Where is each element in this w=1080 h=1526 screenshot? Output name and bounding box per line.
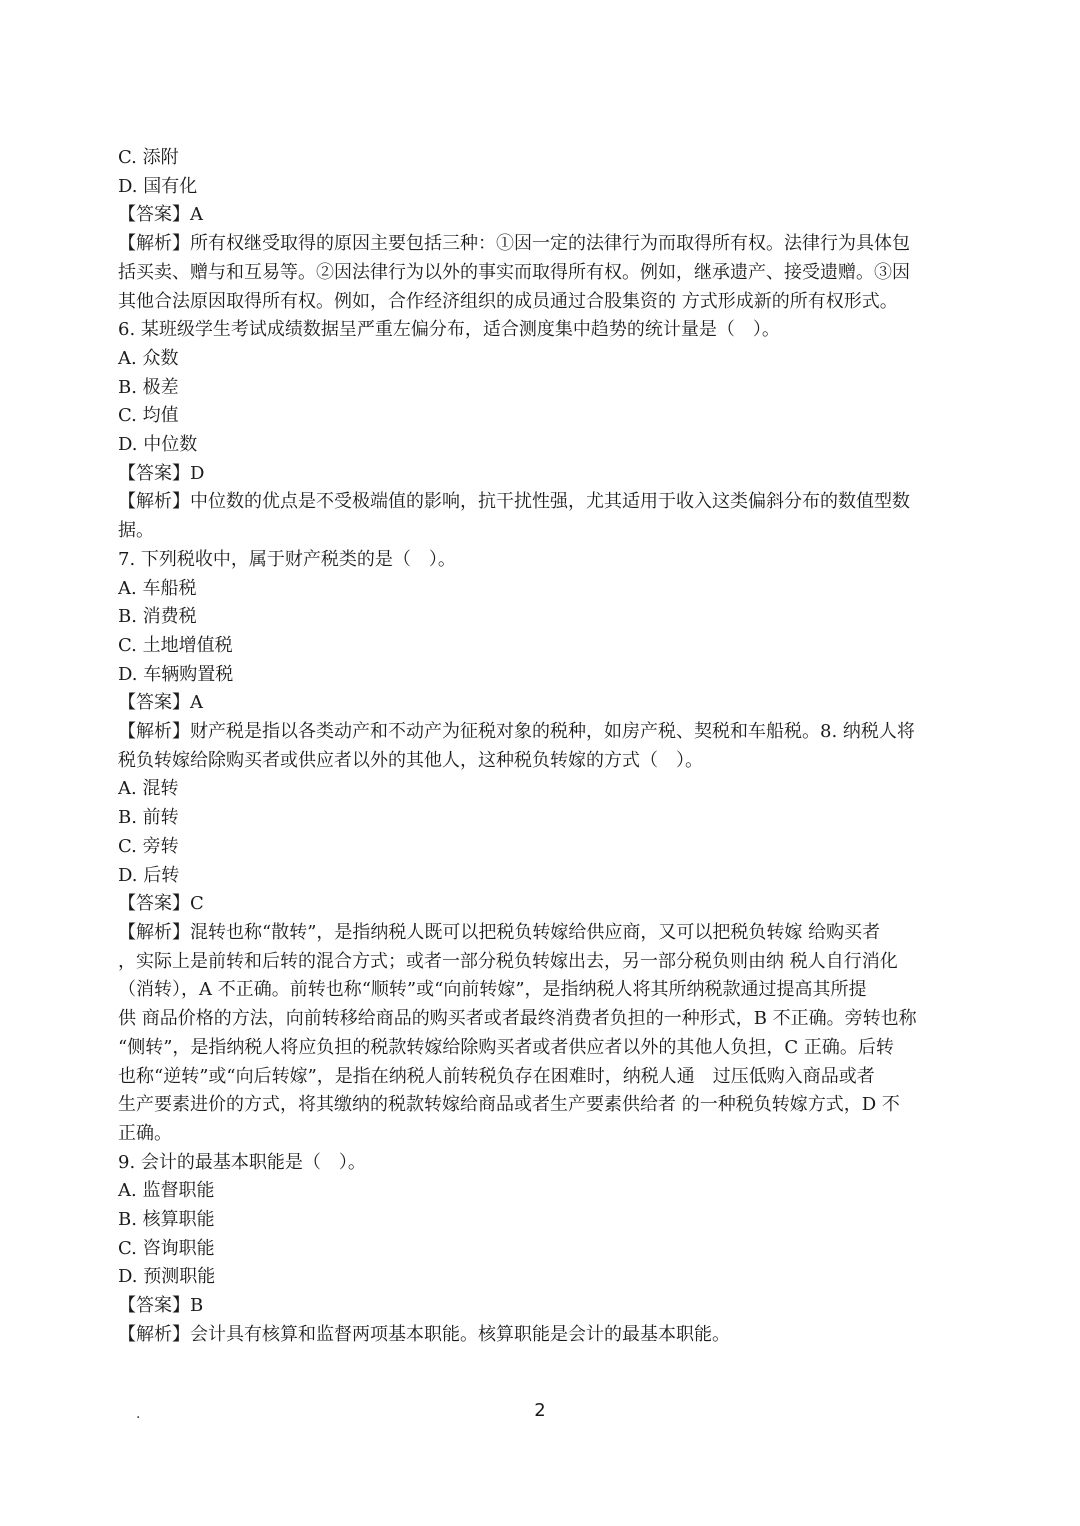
- text-line: 其他合法原因取得所有权。例如，合作经济组织的成员通过合股集资的 方式形成新的所有权形式。: [118, 290, 898, 312]
- text-line: C. 旁转: [118, 835, 179, 857]
- text-line: D. 国有化: [118, 175, 198, 197]
- text-line: 【解析】会计具有核算和监督两项基本职能。核算职能是会计的最基本职能。: [118, 1323, 730, 1345]
- text-line: D. 车辆购置税: [118, 663, 234, 685]
- text-line: B. 极差: [118, 376, 179, 398]
- text-line: 供 商品价格的方法，向前转移给商品的购买者或者最终消费者负担的一种形式，B 不正确。旁转也称: [118, 1008, 917, 1030]
- footer-dot: .: [136, 1406, 141, 1422]
- text-line: “侧转”，是指纳税人将应负担的税款转嫁给除购买者或者供应者以外的其他人负担，C 正确。后转: [118, 1036, 894, 1058]
- text-line: （消转），A 不正确。前转也称“顺转”或“向前转嫁”，是指纳税人将其所纳税款通过提高其所提: [118, 979, 867, 1001]
- text-line: 【答案】A: [118, 204, 203, 226]
- page-number: 2: [534, 1400, 546, 1421]
- text-line: C. 咨询职能: [118, 1237, 215, 1259]
- text-line: C. 土地增值税: [118, 634, 233, 656]
- text-line: 括买卖、赠与和互易等。②因法律行为以外的事实而取得所有权。例如，继承遗产、接受遗赠。③因: [118, 261, 910, 283]
- text-line: A. 监督职能: [118, 1180, 215, 1202]
- text-line: A. 众数: [118, 347, 179, 369]
- text-line: 【解析】财产税是指以各类动产和不动产为征税对象的税种，如房产税、契税和车船税。8. 纳税人将: [118, 721, 915, 743]
- text-line: 生产要素进价的方式，将其缴纳的税款转嫁给商品或者生产要素供给者 的一种税负转嫁方式，D 不: [118, 1094, 900, 1116]
- text-line: 【答案】C: [118, 893, 204, 915]
- text-line: D. 中位数: [118, 434, 198, 456]
- text-line: B. 前转: [118, 807, 179, 829]
- text-line: 9. 会计的最基本职能是（ ）。: [118, 1151, 366, 1173]
- text-line: 【解析】混转也称“散转”，是指纳税人既可以把税负转嫁给供应商，又可以把税负转嫁 给购买者: [118, 921, 881, 943]
- text-line: C. 添附: [118, 147, 179, 168]
- text-line: 【答案】A: [118, 692, 203, 714]
- text-line: 也称“逆转”或“向后转嫁”，是指在纳税人前转税负存在困难时，纳税人通 过压低购入商品或者: [118, 1065, 875, 1087]
- document-body: [118, 144, 963, 1350]
- text-line: 【答案】B: [118, 1295, 204, 1317]
- text-line: ，实际上是前转和后转的混合方式；或者一部分税负转嫁出去，另一部分税负则由纳 税人自行消化: [118, 950, 898, 972]
- text-line: B. 消费税: [118, 606, 197, 628]
- text-line: 税负转嫁给除购买者或供应者以外的其他人，这种税负转嫁的方式（ ）。: [118, 749, 703, 771]
- text-line: 6. 某班级学生考试成绩数据呈严重左偏分布，适合测度集中趋势的统计量是（ ）。: [118, 319, 780, 341]
- text-line: 据。: [118, 520, 154, 542]
- text-line: B. 核算职能: [118, 1209, 215, 1231]
- text-line: 【答案】D: [118, 462, 205, 484]
- text-line: C. 均值: [118, 405, 179, 427]
- text-line: A. 混转: [118, 778, 179, 800]
- text-line: 【解析】中位数的优点是不受极端值的影响，抗干扰性强，尤其适用于收入这类偏斜分布的数值型数: [118, 491, 910, 513]
- text-line: D. 后转: [118, 864, 180, 886]
- text-line: 【解析】所有权继受取得的原因主要包括三种：①因一定的法律行为而取得所有权。法律行为具体包: [118, 233, 910, 255]
- text-line: D. 预测职能: [118, 1266, 216, 1288]
- text-line: A. 车船税: [118, 577, 197, 599]
- text-line: 正确。: [118, 1122, 172, 1144]
- text-line: 7. 下列税收中，属于财产税类的是（ ）。: [118, 548, 456, 570]
